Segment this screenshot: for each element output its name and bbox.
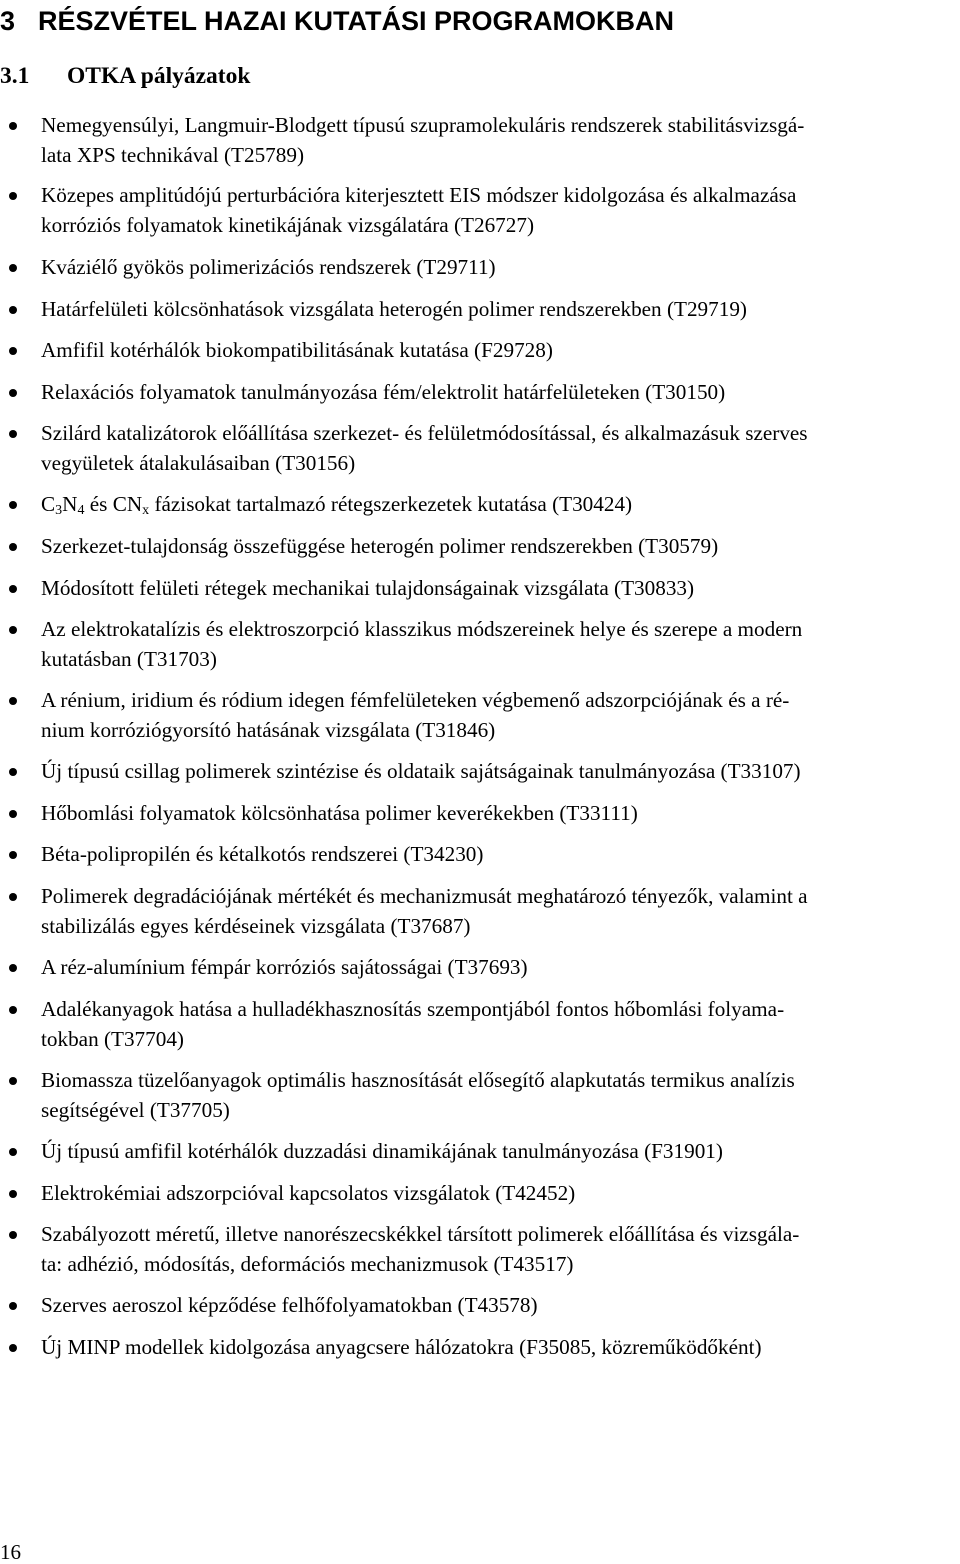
section-number: 3.1	[0, 63, 30, 89]
list-item-text: segítségével (T37705)	[41, 1098, 230, 1122]
list-item-text: Közepes amplitúdójú perturbációra kiterjesztett EIS módszer kidolgozása és alkalmazása	[41, 183, 797, 207]
bullet-icon	[9, 768, 17, 776]
page-number: 16	[0, 1540, 21, 1564]
formula-c: C	[41, 492, 56, 516]
list-item-text: Amfifil kotérhálók biokompatibilitásának kutatása (F29728)	[41, 338, 553, 362]
list-item-text: Új típusú amfifil kotérhálók duzzadási dinamikájának tanulmányozása (F31901)	[41, 1139, 723, 1163]
list-item-text: Új típusú csillag polimerek szintézise és oldataik sajátságainak tanulmányozása (T33107)	[41, 759, 801, 783]
formula-n: N	[62, 492, 78, 516]
bullet-icon	[9, 306, 17, 314]
bullet-icon	[9, 264, 17, 272]
list-item-text: Szilárd katalizátorok előállítása szerkezet- és felületmódosítással, és alkalmazásuk szerves	[41, 421, 808, 445]
formula-and: és	[84, 492, 113, 516]
bullet-icon	[9, 1344, 17, 1352]
bullet-icon	[9, 389, 17, 397]
list-item-text: Kváziélő gyökös polimerizációs rendszerek (T29711)	[41, 255, 496, 279]
list-item-text: tokban (T37704)	[41, 1027, 184, 1051]
chapter-number: 3	[0, 6, 16, 36]
list-item-text: Adalékanyagok hatása a hulladékhasznosítás szempontjából fontos hőbomlási folyama-	[41, 997, 785, 1021]
list-item-text: korróziós folyamatok kinetikájának vizsgálatára (T26727)	[41, 213, 535, 237]
bullet-icon	[9, 1302, 17, 1310]
list-item-text: A rénium, iridium és ródium idegen fémfelületeken végbemenő adszorpciójának és a ré-	[41, 688, 790, 712]
list-item-text: Szerkezet-tulajdonság összefüggése heterogén polimer rendszerekben (T30579)	[41, 534, 719, 558]
bullet-icon	[9, 585, 17, 593]
list-item-text: Béta-polipropilén és kétalkotós rendszerei (T34230)	[41, 842, 484, 866]
list-item-text: kutatásban (T31703)	[41, 647, 217, 671]
bullet-icon	[9, 697, 17, 705]
chapter-heading	[0, 4, 674, 38]
list-item-text: Polimerek degradációjának mértékét és mechanizmusát meghatározó tényezők, valamint a	[41, 884, 808, 908]
list-item-text: Új MINP modellek kidolgozása anyagcsere hálózatokra (F35085, közreműködőként)	[41, 1335, 762, 1359]
bullet-icon	[9, 851, 17, 859]
bullet-icon	[9, 501, 17, 509]
formula-line	[41, 489, 632, 519]
list-item-text: Biomassza tüzelőanyagok optimális hasznosítását elősegítő alapkutatás termikus analízis	[41, 1068, 795, 1092]
bullet-icon	[9, 347, 17, 355]
formula-n-subscript: 4	[77, 503, 85, 518]
bullet-icon	[9, 430, 17, 438]
list-item-text: vegyületek átalakulásaiban (T30156)	[41, 451, 356, 475]
bullet-icon	[9, 1190, 17, 1198]
list-item-text: Relaxációs folyamatok tanulmányozása fém/elektrolit határfelületeken (T30150)	[41, 380, 726, 404]
bullet-icon	[9, 810, 17, 818]
list-item-text: Elektrokémiai adszorpcióval kapcsolatos vizsgálatok (T42452)	[41, 1181, 576, 1205]
list-item-text: Hőbomlási folyamatok kölcsönhatása polimer keverékekben (T33111)	[41, 801, 638, 825]
bullet-icon	[9, 893, 17, 901]
formula-cn: CN	[112, 492, 143, 516]
list-item-text: Szerves aeroszol képződése felhőfolyamatokban (T43578)	[41, 1293, 538, 1317]
list-item-text: A réz-alumínium fémpár korróziós sajátosságai (T37693)	[41, 955, 528, 979]
list-item-text: stabilizálás egyes kérdéseinek vizsgálata (T37687)	[41, 914, 471, 938]
bullet-icon	[9, 543, 17, 551]
bullet-icon	[9, 626, 17, 634]
list-item-text: ta: adhézió, módosítás, deformációs mechanizmusok (T43517)	[41, 1252, 574, 1276]
bullet-icon	[9, 1148, 17, 1156]
formula-rest: fázisokat tartalmazó rétegszerkezetek kutatása (T30424)	[149, 492, 633, 516]
bullet-icon	[9, 964, 17, 972]
section-heading	[0, 61, 250, 91]
list-item-text: Módosított felületi rétegek mechanikai tulajdonságainak vizsgálata (T30833)	[41, 576, 695, 600]
bullet-icon	[9, 1231, 17, 1239]
chapter-title: RÉSZVÉTEL HAZAI KUTATÁSI PROGRAMOKBAN	[38, 6, 675, 36]
list-item-text: lata XPS technikával (T25789)	[41, 143, 305, 167]
list-item-text: Az elektrokatalízis és elektroszorpció klasszikus módszereinek helye és szerepe a modern	[41, 617, 803, 641]
bullet-icon	[9, 1006, 17, 1014]
formula-cn-subscript: x	[142, 503, 150, 518]
section-title: OTKA pályázatok	[67, 63, 251, 89]
list-item-text: nium korróziógyorsító hatásának vizsgálata (T31846)	[41, 718, 496, 742]
list-item-text: Nemegyensúlyi, Langmuir-Blodgett típusú szupramolekuláris rendszerek stabilitásvizsgá-	[41, 113, 805, 137]
list-item-text: Határfelületi kölcsönhatások vizsgálata heterogén polimer rendszerekben (T29719)	[41, 297, 747, 321]
bullet-icon	[9, 122, 17, 130]
list-item-text: Szabályozott méretű, illetve nanorészecskékkel társított polimerek előállítása és vizsgála-	[41, 1222, 800, 1246]
formula-c-subscript: 3	[55, 503, 63, 518]
bullet-icon	[9, 192, 17, 200]
bullet-icon	[9, 1077, 17, 1085]
